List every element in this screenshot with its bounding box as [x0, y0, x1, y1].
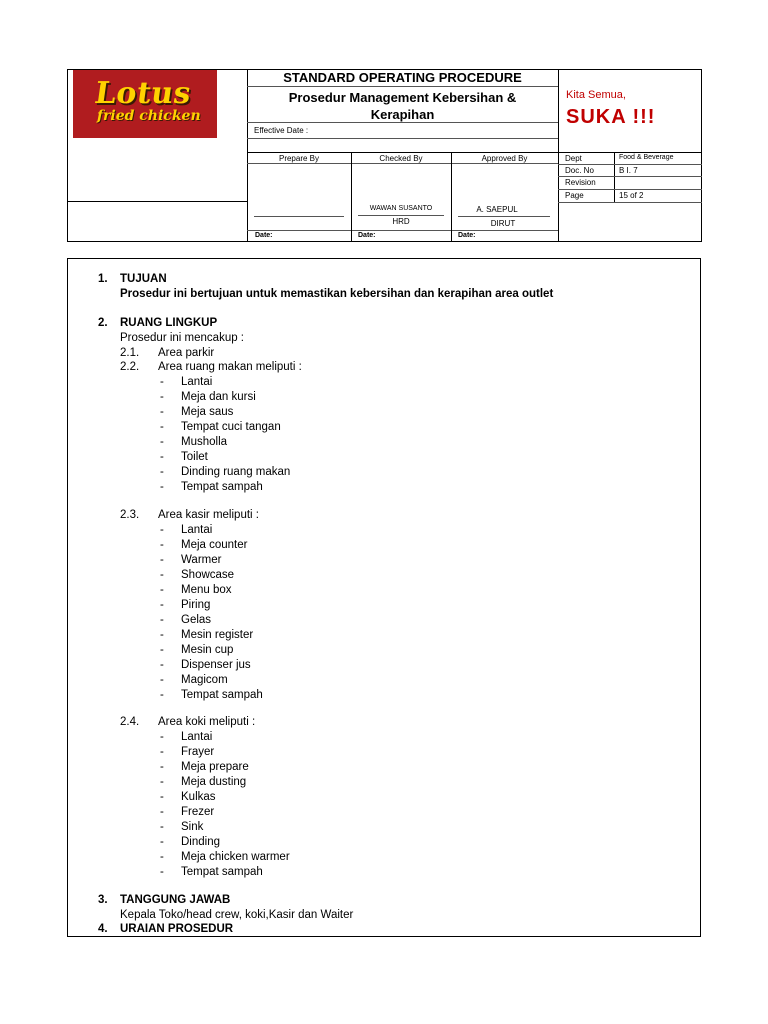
prepare-by-header: Prepare By — [278, 154, 320, 163]
bullet-dash: - — [160, 659, 164, 671]
slogan-small: Kita Semua, — [566, 89, 626, 101]
list-item: Tempat sampah — [181, 689, 263, 701]
section-3-title: TANGGUNG JAWAB — [120, 894, 231, 906]
section-4-number: 4. — [98, 923, 108, 935]
meta-label-revision: Revision — [565, 178, 596, 187]
section-1-number: 1. — [98, 273, 108, 285]
sub-2-2-label: Area ruang makan meliputi : — [158, 361, 302, 373]
list-item: Kulkas — [181, 791, 216, 803]
sop-title: STANDARD OPERATING PROCEDURE — [283, 70, 522, 85]
slogan-big: SUKA !!! — [566, 106, 656, 128]
sub-2-4-number: 2.4. — [120, 716, 140, 728]
list-item: Lantai — [181, 731, 213, 743]
bullet-dash: - — [160, 539, 164, 551]
bullet-dash: - — [160, 554, 164, 566]
list-item: Dinding — [181, 836, 220, 848]
bullet-dash: - — [160, 689, 164, 701]
bullet-dash: - — [160, 436, 164, 448]
approved-by-role: DIRUT — [490, 219, 516, 228]
bullet-dash: - — [160, 821, 164, 833]
meta-label-doc-no: Doc. No — [565, 166, 594, 175]
list-item: Musholla — [181, 436, 228, 448]
bullet-dash: - — [160, 569, 164, 581]
bullet-dash: - — [160, 836, 164, 848]
list-item: Tempat cuci tangan — [181, 421, 281, 433]
bullet-dash: - — [160, 524, 164, 536]
bullet-dash: - — [160, 746, 164, 758]
checked-by-header: Checked By — [379, 154, 423, 163]
list-item: Mesin register — [181, 629, 254, 641]
sub-2-1-number: 2.1. — [120, 347, 140, 359]
effective-date-label: Effective Date : — [254, 126, 309, 135]
list-item: Frayer — [181, 746, 215, 758]
list-item: Sink — [181, 821, 204, 833]
list-item: Mesin cup — [181, 644, 234, 656]
bullet-dash: - — [160, 851, 164, 863]
sop-subtitle-line2: Kerapihan — [370, 107, 435, 122]
list-item: Lantai — [181, 524, 213, 536]
section-3-text: Kepala Toko/head crew, koki,Kasir dan Waiter — [120, 909, 354, 921]
bullet-dash: - — [160, 791, 164, 803]
bullet-dash: - — [160, 421, 164, 433]
checked-by-role: HRD — [392, 217, 410, 226]
list-item: Frezer — [181, 806, 215, 818]
list-item: Meja chicken warmer — [181, 851, 290, 863]
list-item: Toilet — [181, 451, 208, 463]
section-1-title: TUJUAN — [120, 273, 167, 285]
list-item: Meja dan kursi — [181, 391, 256, 403]
bullet-dash: - — [160, 376, 164, 388]
sub-2-4-label: Area koki meliputi : — [158, 716, 256, 728]
sub-2-3-number: 2.3. — [120, 509, 140, 521]
sub-2-1-label: Area parkir — [158, 347, 215, 359]
section-2-title: RUANG LINGKUP — [120, 317, 218, 329]
sop-subtitle-line1: Prosedur Management Kebersihan & — [288, 90, 517, 105]
bullet-dash: - — [160, 481, 164, 493]
bullet-dash: - — [160, 731, 164, 743]
meta-label-dept: Dept — [565, 154, 582, 163]
section-4-title: URAIAN PROSEDUR — [120, 923, 234, 935]
meta-value-dept: Food & Beverage — [619, 154, 674, 161]
meta-value-doc-no: B I. 7 — [619, 166, 638, 175]
sub-2-2-number: 2.2. — [120, 361, 140, 373]
company-logo: Lotus fried chicken — [73, 70, 217, 138]
bullet-dash: - — [160, 866, 164, 878]
bullet-dash: - — [160, 406, 164, 418]
bullet-dash: - — [160, 761, 164, 773]
bullet-dash: - — [160, 776, 164, 788]
bullet-dash: - — [160, 391, 164, 403]
approved-date-label: Date: — [458, 232, 476, 239]
list-item: Meja prepare — [181, 761, 249, 773]
section-2-number: 2. — [98, 317, 108, 329]
list-item: Dinding ruang makan — [181, 466, 291, 478]
meta-value-page: 15 of 2 — [619, 191, 644, 200]
list-item: Meja counter — [181, 539, 248, 551]
meta-label-page: Page — [565, 191, 584, 200]
section-2-intro: Prosedur ini mencakup : — [120, 332, 245, 344]
bullet-dash: - — [160, 806, 164, 818]
prepare-date-label: Date: — [255, 232, 273, 239]
bullet-dash: - — [160, 584, 164, 596]
approved-by-name: A. SAEPUL — [476, 205, 518, 214]
list-item: Meja saus — [181, 406, 234, 418]
bullet-dash: - — [160, 599, 164, 611]
list-item: Tempat sampah — [181, 481, 263, 493]
section-1-text: Prosedur ini bertujuan untuk memastikan kebersihan dan kerapihan area outlet — [120, 288, 554, 300]
list-item: Gelas — [181, 614, 212, 626]
section-3-number: 3. — [98, 894, 108, 906]
list-item: Showcase — [181, 569, 235, 581]
list-item: Meja dusting — [181, 776, 247, 788]
list-item: Menu box — [181, 584, 232, 596]
list-item: Lantai — [181, 376, 213, 388]
bullet-dash: - — [160, 629, 164, 641]
checked-date-label: Date: — [358, 232, 376, 239]
list-item: Warmer — [181, 554, 222, 566]
list-item: Dispenser jus — [181, 659, 251, 671]
bullet-dash: - — [160, 644, 164, 656]
bullet-dash: - — [160, 674, 164, 686]
sub-2-3-label: Area kasir meliputi : — [158, 509, 259, 521]
list-item: Tempat sampah — [181, 866, 263, 878]
bullet-dash: - — [160, 466, 164, 478]
list-item: Magicom — [181, 674, 228, 686]
bullet-dash: - — [160, 614, 164, 626]
approved-by-header: Approved By — [481, 154, 528, 163]
checked-by-name: WAWAN SUSANTO — [369, 205, 433, 212]
list-item: Piring — [181, 599, 211, 611]
bullet-dash: - — [160, 451, 164, 463]
